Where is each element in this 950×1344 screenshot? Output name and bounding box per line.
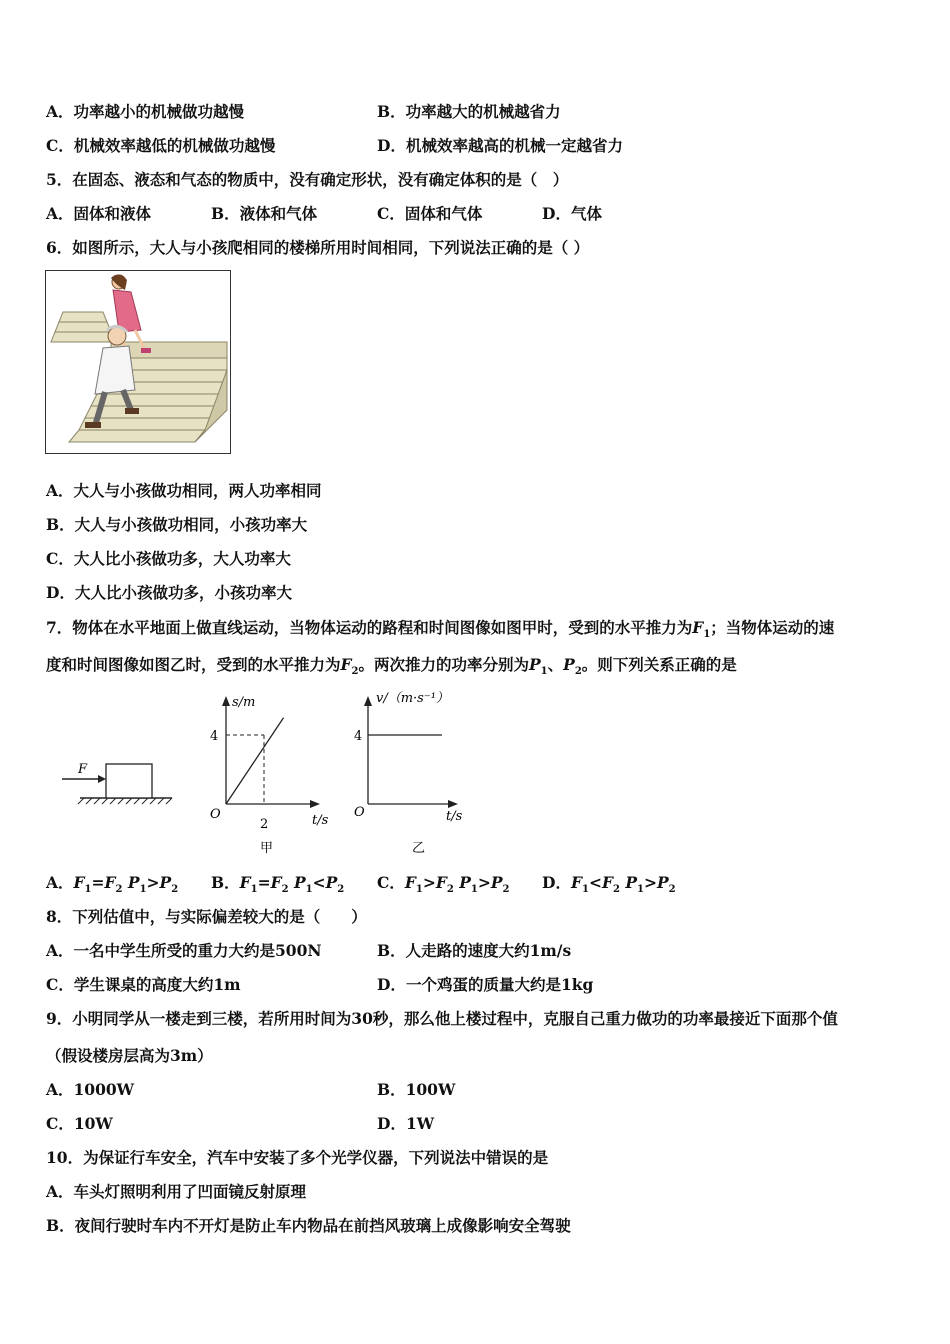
q5-stem: 5．在固态、液态和气态的物质中，没有确定形状，没有确定体积的是（ ） xyxy=(46,170,569,189)
q7-stem-line1: 7．物体在水平地面上做直线运动，当物体运动的路程和时间图像如图甲时，受到的水平推力为$F_1$；当物体运动的速 xyxy=(46,618,835,641)
q6-option-d: D．大人比小孩做功多，小孩功率大 xyxy=(46,583,292,602)
graph-yi-caption: 乙 xyxy=(412,841,426,856)
q8-option-a: A．一名中学生所受的重力大约是500N xyxy=(46,941,322,960)
q7-option-c: C．$F_1>F_2$ $P_1>P_2$ xyxy=(377,873,510,896)
q4-option-a: A．功率越小的机械做功越慢 xyxy=(46,102,245,121)
q7-stem-line2: 度和时间图像如图乙时，受到的水平推力为$F_2$。两次推力的功率分别为$P_1$、$P_2$。则下列关系正确的是 xyxy=(46,655,737,678)
q4-option-d: D．机械效率越高的机械一定越省力 xyxy=(377,136,623,155)
q10-option-a: A．车头灯照明利用了凹面镜反射原理 xyxy=(46,1182,307,1201)
graph-jia-caption: 甲 xyxy=(260,841,274,856)
graph-jia xyxy=(210,695,329,856)
graph-yi xyxy=(354,690,463,856)
staircase-figure xyxy=(45,270,231,454)
q8-option-b: B．人走路的速度大约1m/s xyxy=(377,941,572,960)
graph-yi-origin: O xyxy=(354,805,365,820)
graph-yi-xlabel: t/s xyxy=(446,809,463,824)
q9-stem-line2: （假设楼房层高为3m） xyxy=(46,1046,213,1065)
q7-figure xyxy=(60,688,480,858)
graph-jia-x-tick: 2 xyxy=(260,817,269,832)
q5-option-d: D．气体 xyxy=(542,204,602,223)
q8-option-c: C．学生课桌的高度大约1m xyxy=(46,975,241,994)
graph-jia-line xyxy=(226,718,284,804)
graph-yi-ylabel: v/（m·s⁻¹） xyxy=(376,691,449,706)
q9-option-d: D．1W xyxy=(377,1114,435,1133)
q4-option-c: C．机械效率越低的机械做功越慢 xyxy=(46,136,276,155)
block-diagram xyxy=(62,762,172,804)
q9-option-b: B．100W xyxy=(377,1080,456,1099)
q6-stem: 6．如图所示，大人与小孩爬相同的楼梯所用时间相同，下列说法正确的是（ ） xyxy=(46,238,590,257)
q5-option-a: A．固体和液体 xyxy=(46,204,152,223)
q6-option-b: B．大人与小孩做功相同，小孩功率大 xyxy=(46,515,308,534)
q9-option-a: A．1000W xyxy=(46,1080,135,1099)
graph-jia-ylabel: s/m xyxy=(232,695,256,710)
q7-option-a: A．$F_1=F_2$ $P_1>P_2$ xyxy=(46,873,179,896)
graph-jia-origin: O xyxy=(210,807,221,822)
q8-option-d: D．一个鸡蛋的质量大约是1kg xyxy=(377,975,594,994)
q6-option-a: A．大人与小孩做功相同，两人功率相同 xyxy=(46,481,322,500)
q5-option-c: C．固体和气体 xyxy=(377,204,483,223)
q8-stem: 8．下列估值中，与实际偏差较大的是（ ） xyxy=(46,907,367,926)
graph-jia-xlabel: t/s xyxy=(312,813,329,828)
graph-jia-y-tick: 4 xyxy=(210,729,219,744)
graph-yi-y-tick: 4 xyxy=(354,729,363,744)
staircase-illustration xyxy=(45,270,231,454)
q10-option-b: B．夜间行驶时车内不开灯是防止车内物品在前挡风玻璃上成像影响安全驾驶 xyxy=(46,1216,571,1235)
q9-option-c: C．10W xyxy=(46,1114,113,1133)
q7-option-b: B．$F_1=F_2$ $P_1<P_2$ xyxy=(211,873,345,896)
q5-option-b: B．液体和气体 xyxy=(211,204,318,223)
q6-option-c: C．大人比小孩做功多，大人功率大 xyxy=(46,549,291,568)
q10-stem: 10．为保证行车安全，汽车中安装了多个光学仪器，下列说法中错误的是 xyxy=(46,1148,549,1167)
q4-option-b: B．功率越大的机械越省力 xyxy=(377,102,561,121)
q9-stem-line1: 9．小明同学从一楼走到三楼，若所用时间为30秒，那么他上楼过程中，克服自己重力做功的功率最接近下面那个值 xyxy=(46,1009,838,1028)
force-label: F xyxy=(78,762,88,777)
q7-graphs xyxy=(60,688,480,858)
q7-option-d: D．$F_1<F_2$ $P_1>P_2$ xyxy=(542,873,676,896)
